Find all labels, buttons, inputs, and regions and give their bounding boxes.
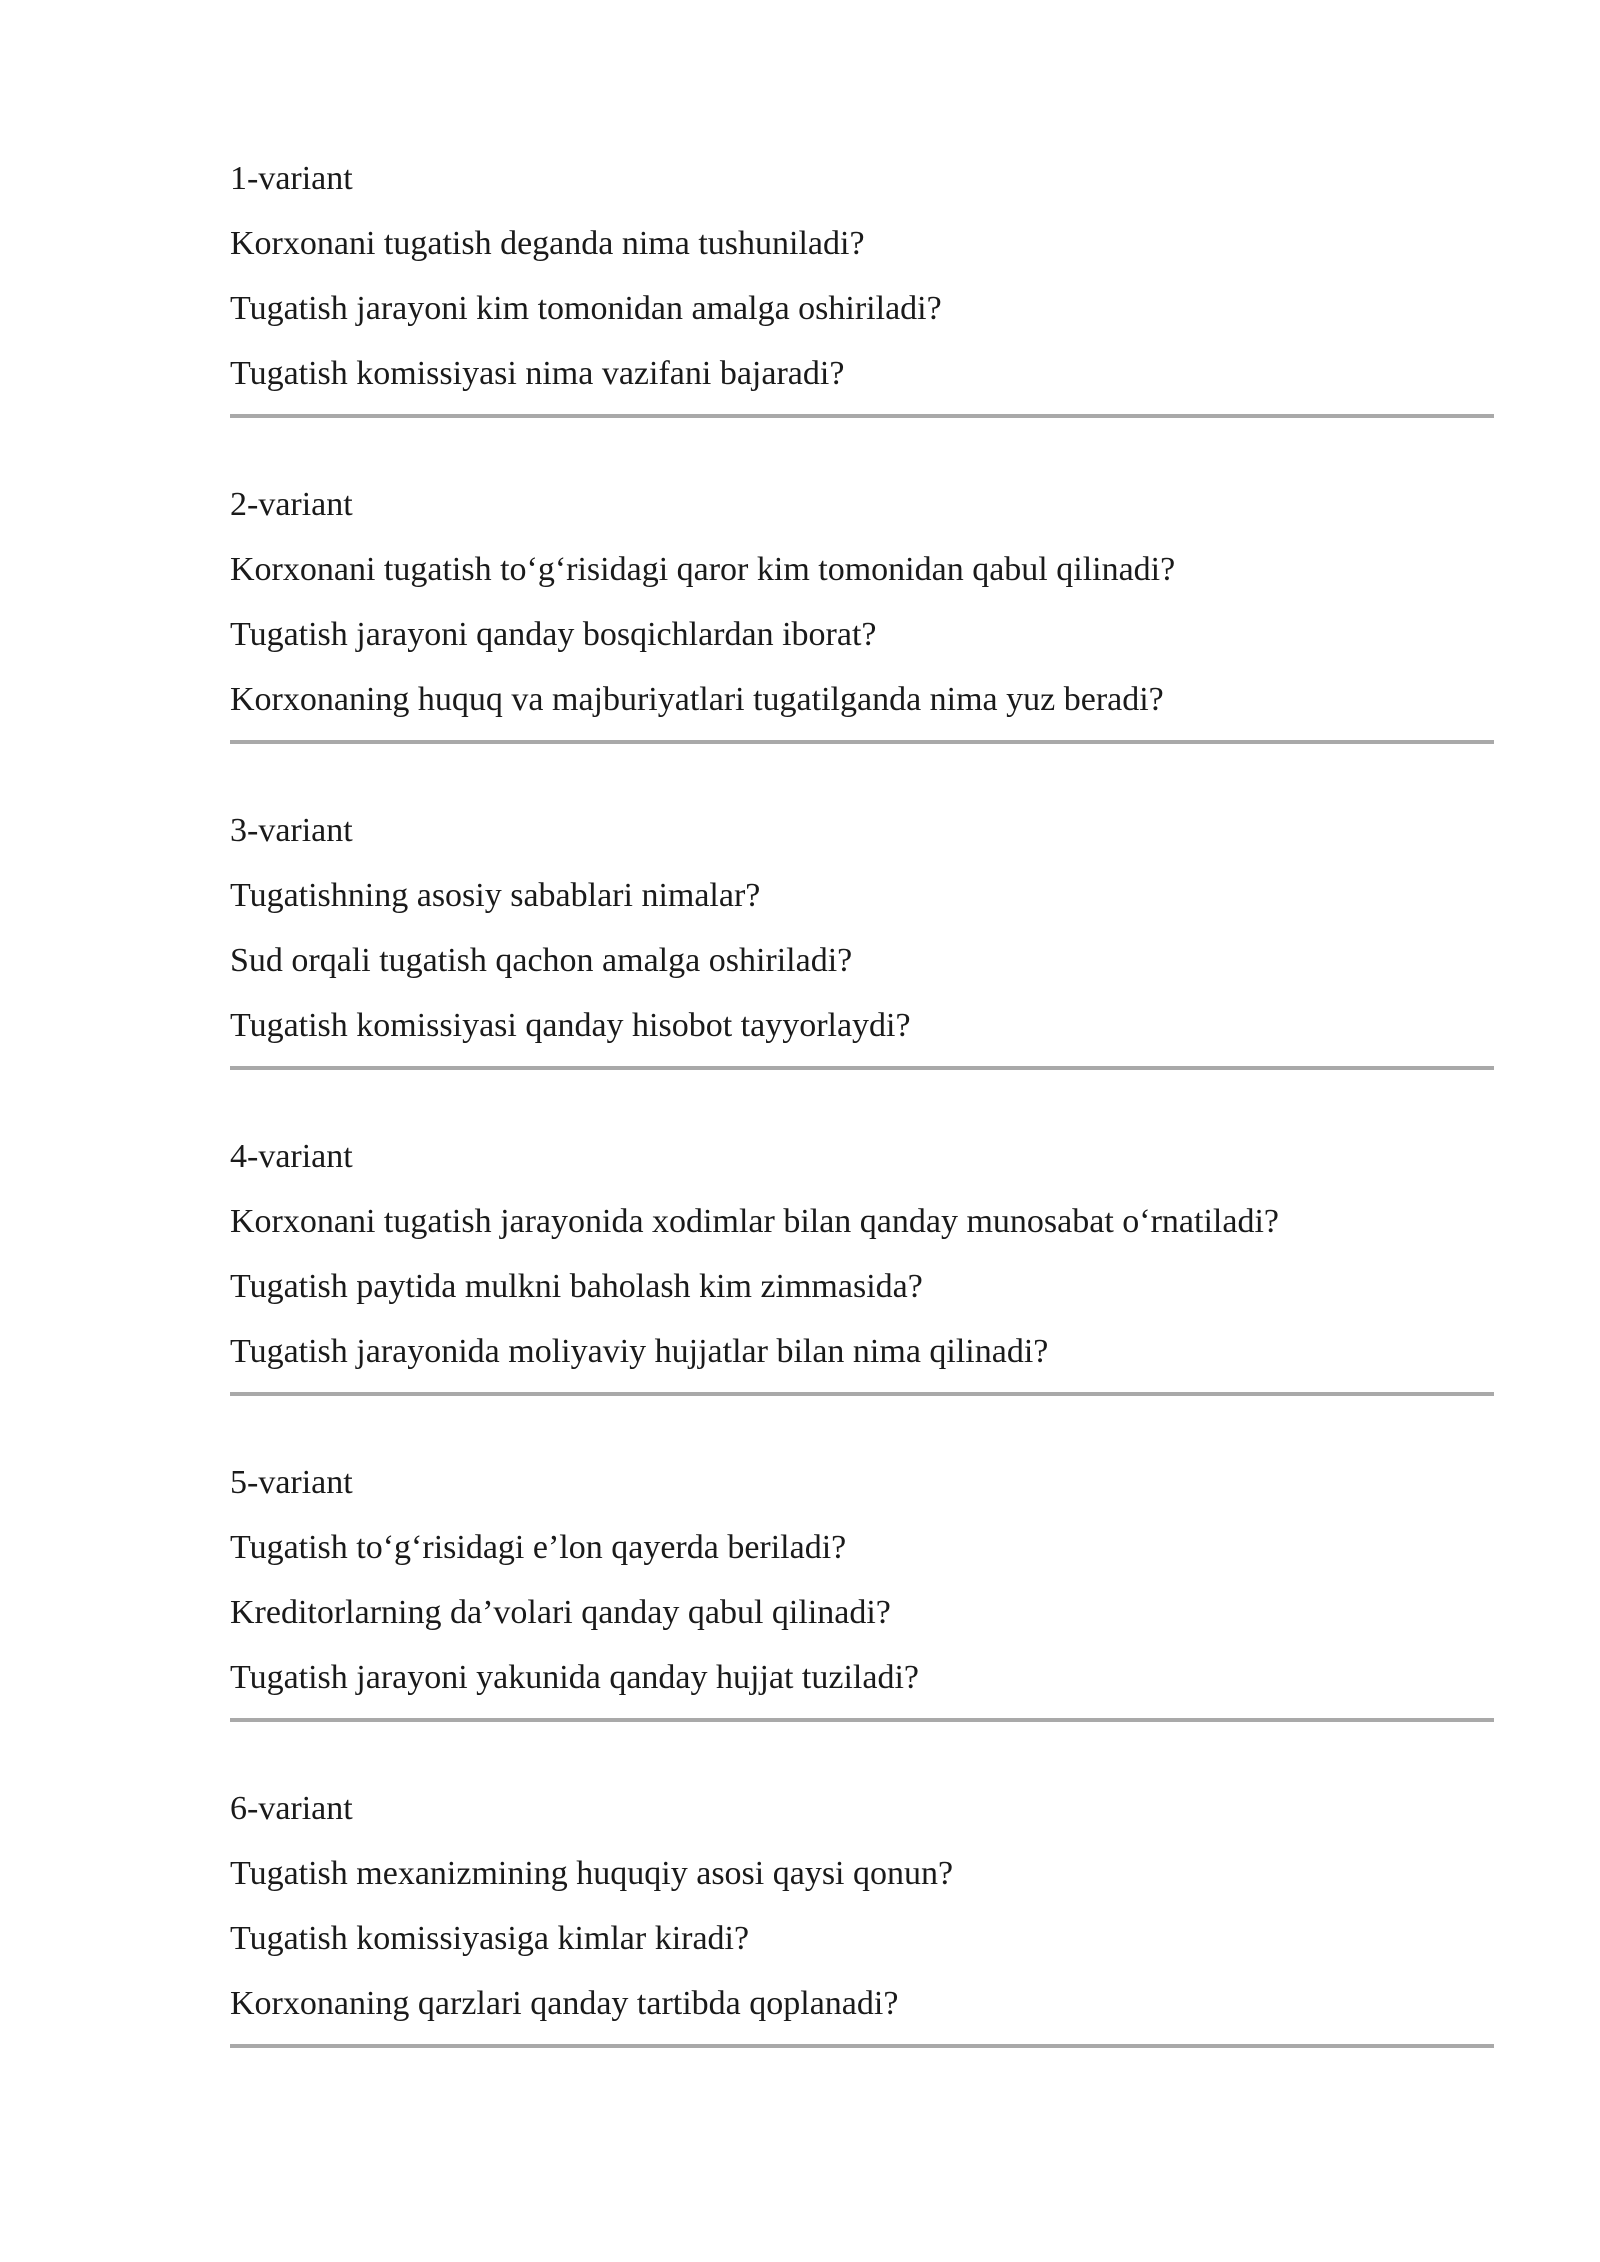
divider bbox=[230, 2044, 1494, 2048]
question: Tugatish komissiyasi qanday hisobot tayyorlaydi? bbox=[230, 1007, 911, 1044]
variant-2 bbox=[230, 472, 1494, 798]
variant-6 bbox=[230, 1776, 1494, 2102]
variant-title: 6-variant bbox=[230, 1790, 353, 1827]
document-page bbox=[230, 146, 1494, 2102]
question: Tugatish komissiyasiga kimlar kiradi? bbox=[230, 1920, 750, 1957]
variant-5 bbox=[230, 1450, 1494, 1776]
question: Tugatish mexanizmining huquqiy asosi qaysi qonun? bbox=[230, 1855, 954, 1892]
variant-1 bbox=[230, 146, 1494, 472]
divider bbox=[230, 1718, 1494, 1722]
question: Tugatish komissiyasi nima vazifani bajaradi? bbox=[230, 355, 845, 392]
variant-title: 1-variant bbox=[230, 160, 353, 197]
question: Tugatish jarayoni yakunida qanday hujjat tuziladi? bbox=[230, 1659, 919, 1696]
question: Korxonani tugatish to‘g‘risidagi qaror kim tomonidan qabul qilinadi? bbox=[230, 551, 1176, 588]
divider bbox=[230, 740, 1494, 744]
question: Tugatish to‘g‘risidagi e’lon qayerda beriladi? bbox=[230, 1529, 847, 1566]
variant-title: 3-variant bbox=[230, 812, 353, 849]
question: Tugatish jarayoni kim tomonidan amalga oshiriladi? bbox=[230, 290, 942, 327]
question: Tugatish paytida mulkni baholash kim zimmasida? bbox=[230, 1268, 923, 1305]
divider bbox=[230, 414, 1494, 418]
variant-4 bbox=[230, 1124, 1494, 1450]
question: Sud orqali tugatish qachon amalga oshiriladi? bbox=[230, 942, 853, 979]
question: Korxonani tugatish deganda nima tushuniladi? bbox=[230, 225, 865, 262]
question: Tugatishning asosiy sabablari nimalar? bbox=[230, 877, 761, 914]
question: Korxonaning qarzlari qanday tartibda qoplanadi? bbox=[230, 1985, 899, 2022]
question: Tugatish jarayonida moliyaviy hujjatlar bilan nima qilinadi? bbox=[230, 1333, 1049, 1370]
variant-title: 5-variant bbox=[230, 1464, 353, 1501]
variant-3 bbox=[230, 798, 1494, 1124]
question: Kreditorlarning da’volari qanday qabul qilinadi? bbox=[230, 1594, 891, 1631]
question: Korxonaning huquq va majburiyatlari tugatilganda nima yuz beradi? bbox=[230, 681, 1164, 718]
question: Korxonani tugatish jarayonida xodimlar bilan qanday munosabat o‘rnatiladi? bbox=[230, 1203, 1279, 1240]
divider bbox=[230, 1066, 1494, 1070]
variant-title: 2-variant bbox=[230, 486, 353, 523]
divider bbox=[230, 1392, 1494, 1396]
variant-title: 4-variant bbox=[230, 1138, 353, 1175]
question: Tugatish jarayoni qanday bosqichlardan iborat? bbox=[230, 616, 877, 653]
